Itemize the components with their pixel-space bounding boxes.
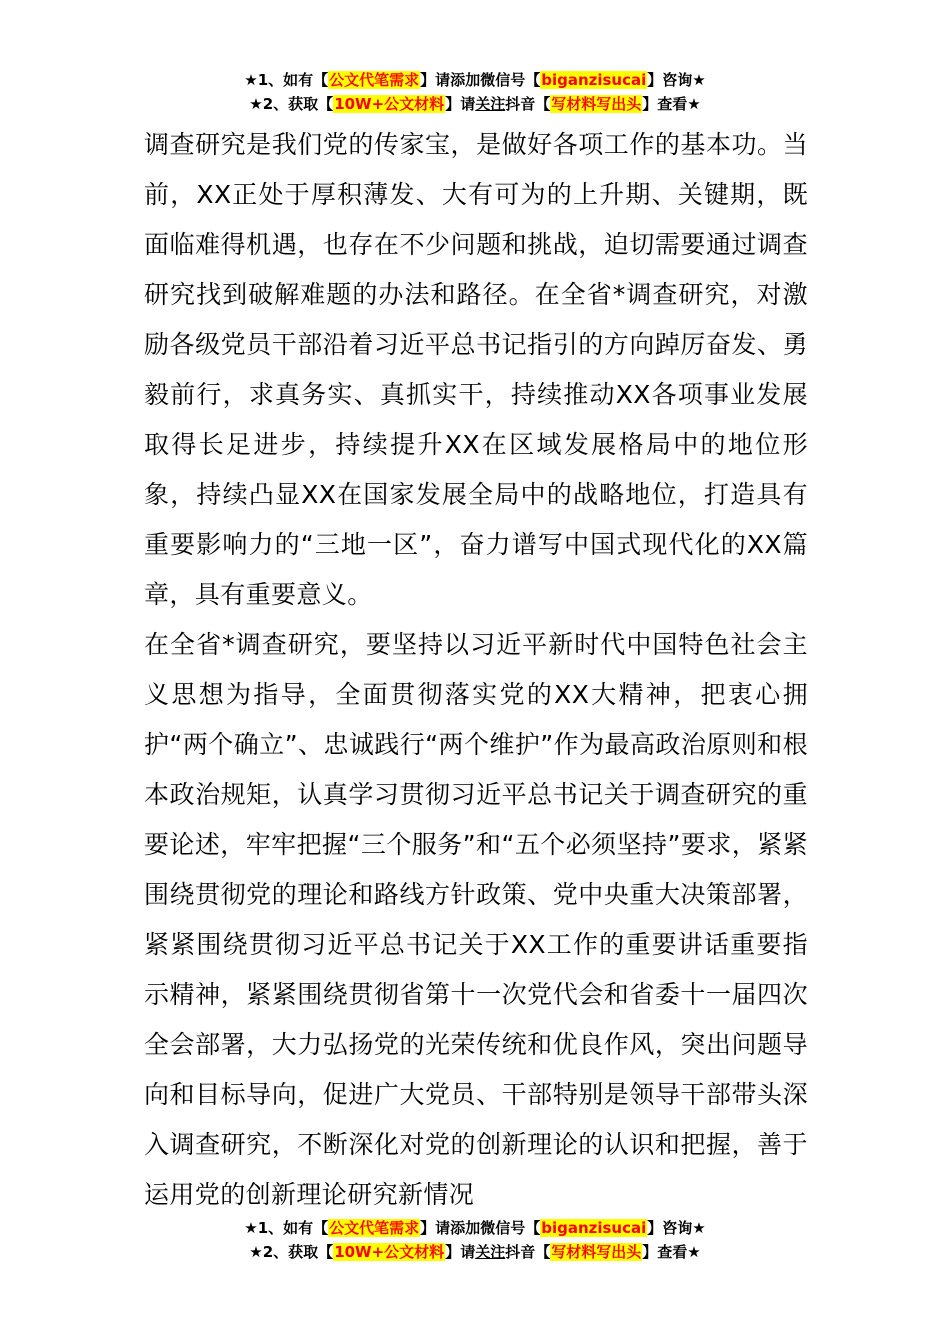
banner-line-2: ★2、获取【10W+公文材料】请关注抖音【写材料写出头】查看★ <box>249 95 701 113</box>
header-banner <box>0 68 950 116</box>
banner-highlight: 公文代笔需求 <box>329 1219 420 1237</box>
banner-highlight: 公文代笔需求 <box>329 71 420 89</box>
banner-highlight: 10W+公文材料 <box>334 95 445 113</box>
paragraph-1: 调查研究是我们党的传家宝，是做好各项工作的基本功。当前，XX正处于厚积薄发、大有可为的上升期、关键期，既面临难得机遇，也存在不少问题和挑战，迫切需要通过调查研究找到破解难题的办法和路径。在全省*调查研究，对激励各级党员干部沿着习近平总书记指引的方向踔厉奋发、勇毅前行，求真务实、真抓实干，持续推动XX各项事业发展取得长足进步，持续提升XX在区域发展格局中的地位形象，持续凸显XX在国家发展全局中的战略地位，打造具有重要影响力的“三地一区”，奋力谱写中国式现代化的XX篇章，具有重要意义。 <box>144 130 808 609</box>
banner-wechat-id: biganzisucai <box>541 71 647 89</box>
banner-line-1: ★1、如有【公文代笔需求】请添加微信号【biganzisucai】咨询★ <box>244 71 706 89</box>
footer-banner <box>0 1216 950 1264</box>
document-body <box>144 120 808 1220</box>
banner-line-1: ★1、如有【公文代笔需求】请添加微信号【biganzisucai】咨询★ <box>244 1219 706 1237</box>
banner-wechat-id: biganzisucai <box>541 1219 647 1237</box>
banner-highlight: 10W+公文材料 <box>334 1243 445 1261</box>
banner-line-2: ★2、获取【10W+公文材料】请关注抖音【写材料写出头】查看★ <box>249 1243 701 1261</box>
banner-douyin-id: 写材料写出头 <box>551 95 642 113</box>
banner-douyin-id: 写材料写出头 <box>551 1243 642 1261</box>
paragraph-2: 在全省*调查研究，要坚持以习近平新时代中国特色社会主义思想为指导，全面贯彻落实党的XX大精神，把衷心拥护“两个确立”、忠诚践行“两个维护”作为最高政治原则和根本政治规矩，认真学习贯彻习近平总书记关于调查研究的重要论述，牢牢把握“三个服务”和“五个必须坚持”要求，紧紧围绕贯彻党的理论和路线方针政策、党中央重大决策部署，紧紧围绕贯彻习近平总书记关于XX工作的重要讲话重要指示精神，紧紧围绕贯彻省第十一次党代会和省委十一届四次全会部署，大力弘扬党的光荣传统和优良作风，突出问题导向和目标导向，促进广大党员、干部特别是领导干部带头深入调查研究，不断深化对党的创新理论的认识和把握，善于运用党的创新理论研究新情况 <box>144 630 808 1209</box>
